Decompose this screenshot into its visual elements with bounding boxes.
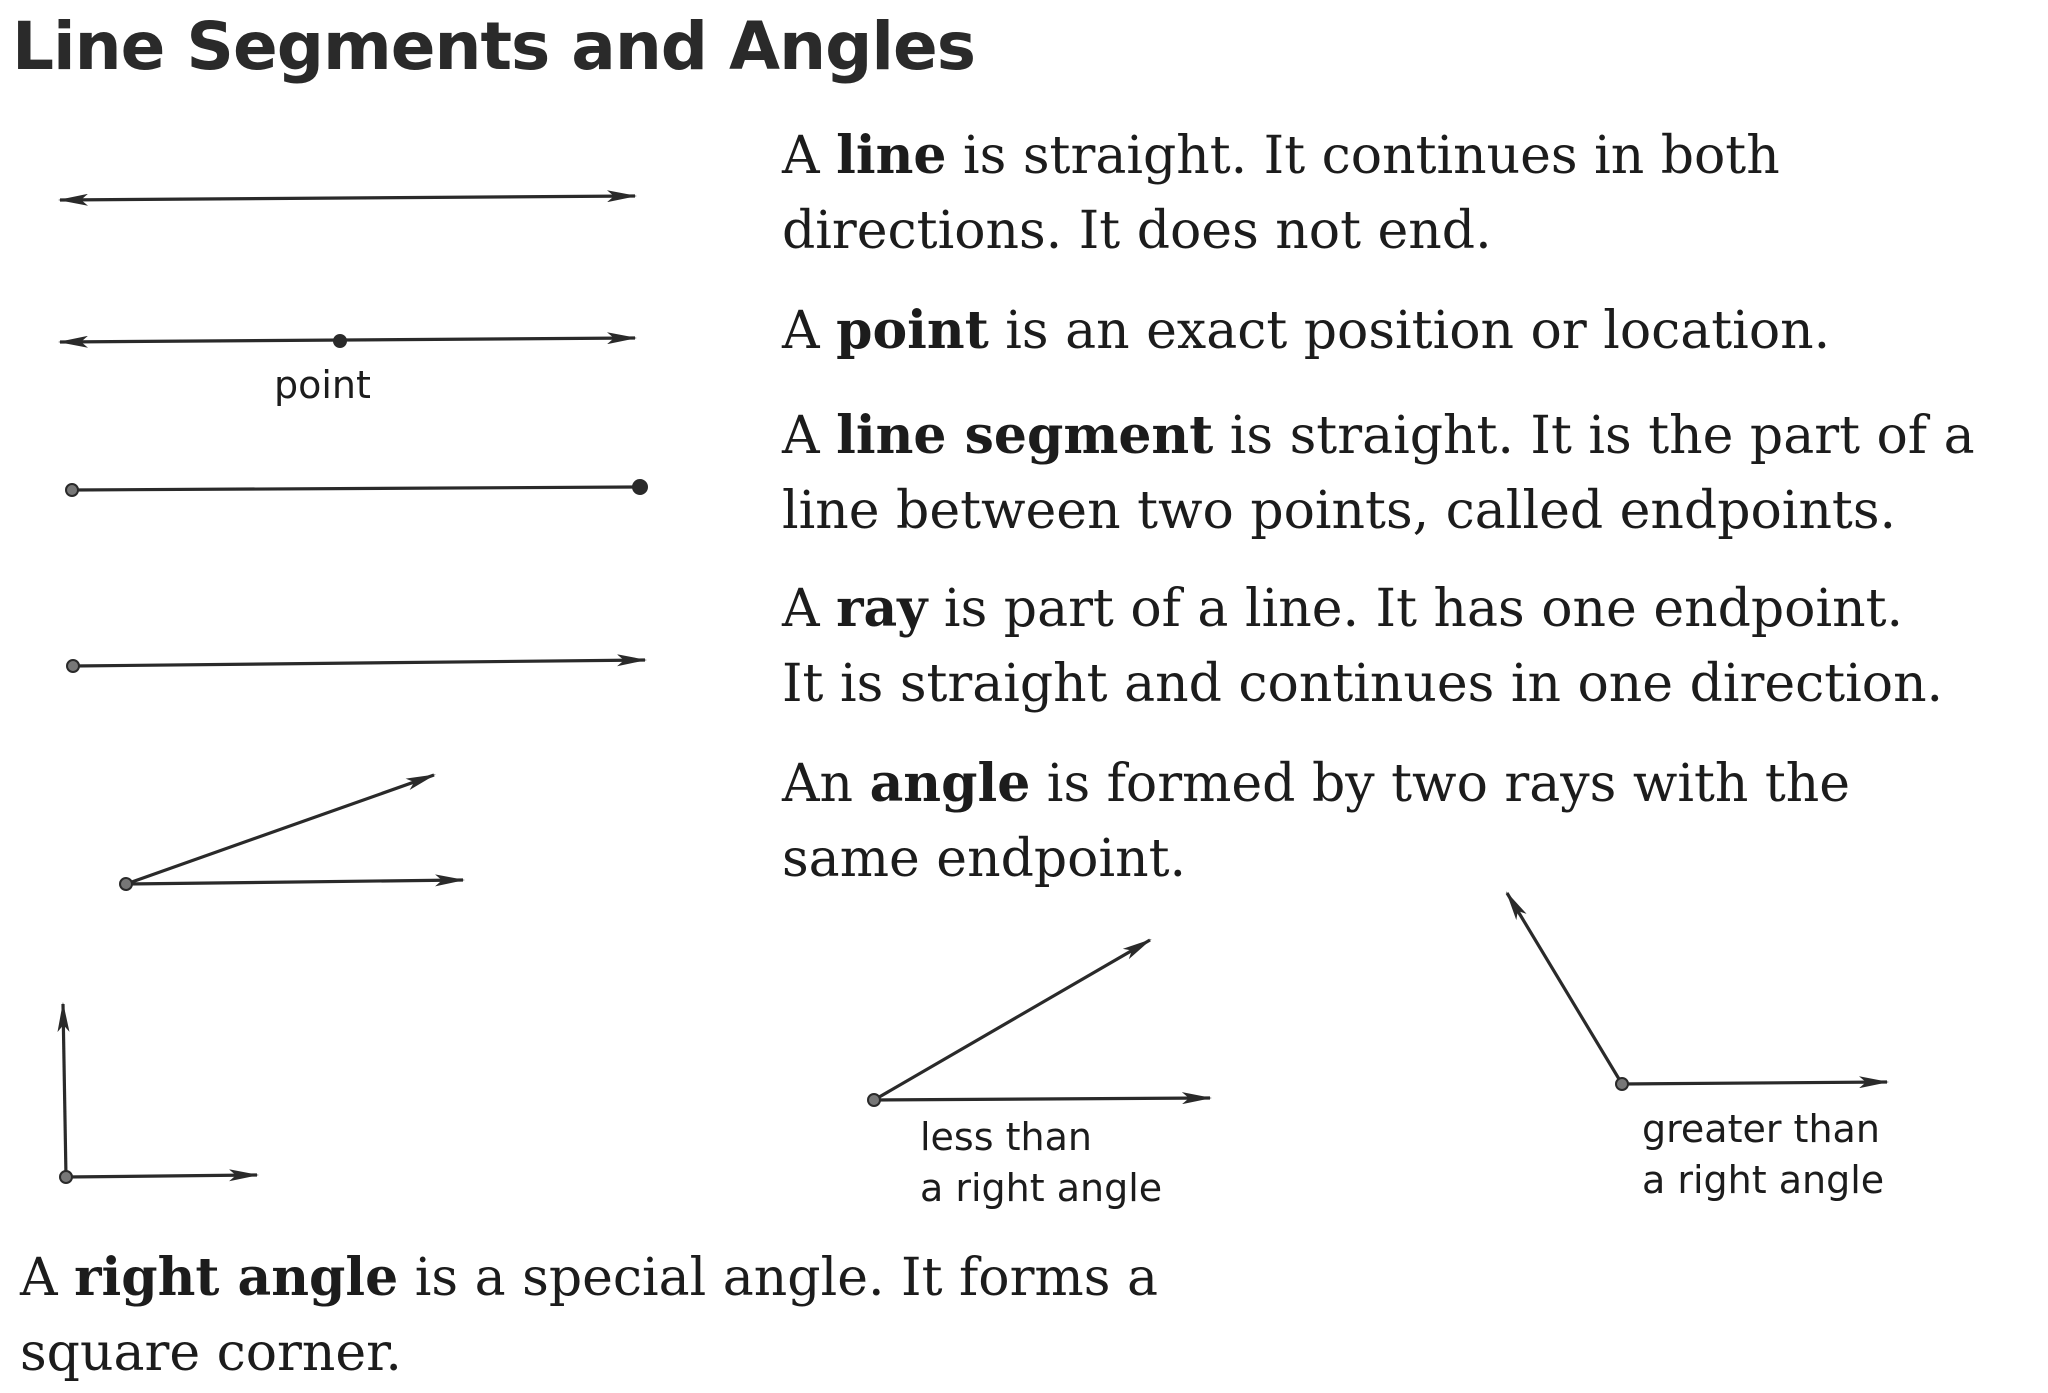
point-line-figure bbox=[60, 338, 635, 342]
point-label: point bbox=[274, 363, 371, 407]
angle-definition bbox=[782, 746, 1850, 897]
angle-ray-top bbox=[126, 775, 434, 884]
angle-vertex bbox=[120, 878, 132, 890]
ray-definition bbox=[782, 571, 1943, 722]
acute-angle-label-line2: a right angle bbox=[920, 1166, 1163, 1210]
segment-definition-line2: line between two points, called endpoints. bbox=[782, 481, 1897, 541]
obtuse-angle-label-line2: a right angle bbox=[1642, 1158, 1885, 1202]
acute-angle-label bbox=[920, 1112, 1162, 1214]
term-right-angle: right angle bbox=[74, 1247, 399, 1308]
obtuse-angle-label-line1: greater than bbox=[1642, 1107, 1880, 1151]
angle-ray-bottom bbox=[126, 880, 463, 884]
obtuse-ray-right bbox=[1622, 1082, 1887, 1084]
right-angle-definition-line1: A right angle is a special angle. It forms a bbox=[20, 1247, 1158, 1308]
obtuse-angle-label bbox=[1642, 1104, 1884, 1206]
acute-ray-top bbox=[874, 940, 1150, 1100]
point-definition-line1: A point is an exact position or location. bbox=[782, 300, 1831, 361]
ray-definition-line1: A ray is part of a line. It has one endpoint. bbox=[782, 578, 1904, 639]
point-definition bbox=[782, 293, 1830, 369]
ray-figure bbox=[73, 660, 645, 666]
line-figure bbox=[60, 196, 635, 200]
term-line-segment: line segment bbox=[836, 405, 1214, 466]
segment-definition bbox=[782, 398, 1975, 549]
segment-endpoint-left bbox=[66, 484, 78, 496]
acute-vertex bbox=[868, 1094, 880, 1106]
obtuse-vertex bbox=[1616, 1078, 1628, 1090]
segment-definition-line1: A line segment is straight. It is the part of a bbox=[782, 405, 1975, 466]
ray-endpoint bbox=[67, 660, 79, 672]
point-dot bbox=[334, 335, 346, 347]
page-title: Line Segments and Angles bbox=[12, 8, 976, 85]
right-angle-horizontal bbox=[66, 1175, 257, 1177]
right-angle-vertical bbox=[63, 1004, 66, 1177]
line-definition bbox=[782, 118, 1780, 269]
angle-definition-line2: same endpoint. bbox=[782, 829, 1186, 889]
term-angle: angle bbox=[869, 753, 1031, 814]
term-line: line bbox=[836, 125, 947, 186]
obtuse-ray-left bbox=[1507, 893, 1622, 1084]
right-angle-vertex bbox=[60, 1171, 72, 1183]
right-angle-definition bbox=[20, 1240, 1158, 1391]
acute-angle-label-line1: less than bbox=[920, 1115, 1092, 1159]
right-angle-definition-line2: square corner. bbox=[20, 1323, 402, 1383]
segment-figure bbox=[72, 487, 640, 490]
angle-definition-line1: An angle is formed by two rays with the bbox=[782, 753, 1851, 814]
ray-definition-line2: It is straight and continues in one direction. bbox=[782, 654, 1944, 714]
line-definition-line1: A line is straight. It continues in both bbox=[782, 125, 1780, 186]
term-point: point bbox=[836, 300, 989, 361]
acute-ray-bottom bbox=[874, 1098, 1210, 1100]
term-ray: ray bbox=[836, 578, 928, 639]
segment-endpoint-right bbox=[633, 480, 647, 494]
line-definition-line2: directions. It does not end. bbox=[782, 201, 1492, 261]
